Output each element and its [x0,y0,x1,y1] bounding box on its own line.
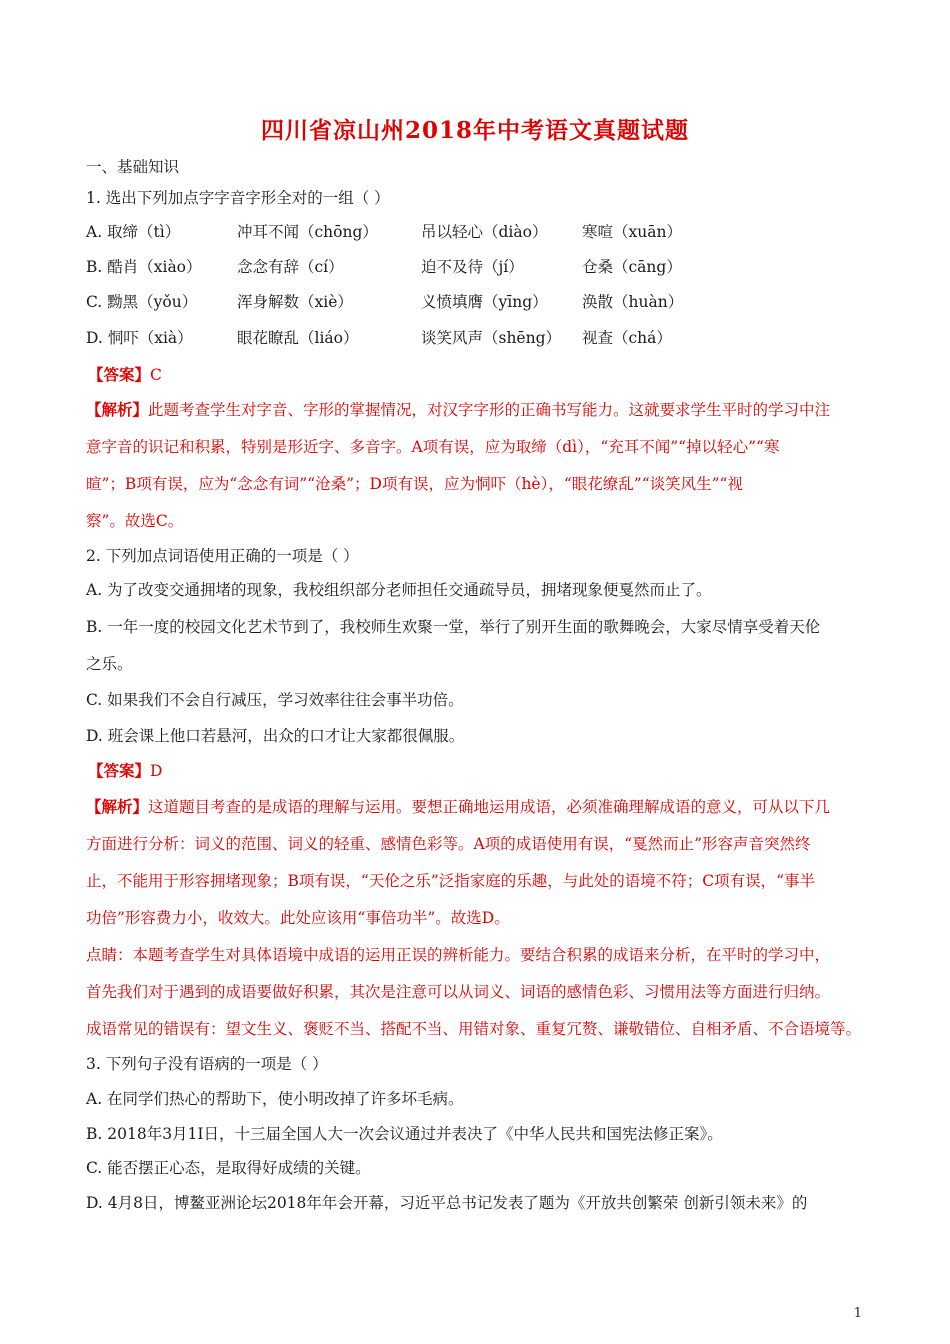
q1-option-d3: 谈笑风声（shēng） [421,329,562,347]
answer-label: 【答案】 [88,365,151,384]
q2-answer [88,761,162,781]
q2-analysis-line-3: 止，不能用于形容拥堵现象；B项有误，“天伦之乐”泛指家庭的乐趣，与此处的语境不符；C项有误，“事半 [86,872,816,890]
q2-tips-line-2: 首先我们对于遇到的成语要做好积累，其次是注意可以从词义、词语的感情色彩、习惯用法等方面进行归纳。 [86,983,831,1001]
q2-option-a: A. 为了改变交通拥堵的现象，我校组织部分老师担任交通疏导员，拥堵现象便戛然而止了。 [86,581,712,599]
q1-option-c2: 浑身解数（xiè） [237,293,353,311]
question-2-stem: 2. 下列加点词语使用正确的一项是（ ） [86,547,359,565]
q1-option-d4: 视查（chá） [582,329,672,347]
q1-option-a1: A. 取缔（tì） [86,223,181,241]
q2-analysis-line-4: 功倍”形容费力小，收效大。此处应该用“事倍功半”。故选D。 [86,909,510,927]
q2-analysis-line-1 [86,797,830,817]
q1-analysis-line-1 [86,400,830,420]
q3-option-c: C. 能否摆正心态，是取得好成绩的关键。 [86,1159,371,1177]
analysis-label: 【解析】 [86,400,149,419]
q1-option-a2: 冲耳不闻（chōng） [237,223,378,241]
q3-option-b: B. 2018年3月1I日，十三届全国人大一次会议通过并表决了《中华人民共和国宪法修正案》。 [86,1125,723,1143]
q1-option-d2: 眼花瞭乱（liáo） [237,329,359,347]
answer-label: 【答案】 [88,761,151,780]
q1-answer [88,365,162,385]
q3-option-d: D. 4月8日，博鳌亚洲论坛2018年年会开幕，习近平总书记发表了题为《开放共创繁荣 创新引领未来》的 [86,1194,808,1212]
q1-option-b1: B. 酷肖（xiào） [86,258,202,276]
question-1-stem: 1. 选出下列加点字字音字形全对的一组（ ） [86,189,390,207]
page-number: 1 [853,1306,862,1321]
q1-option-d1: D. 恫吓（xià） [86,329,193,347]
analysis-label: 【解析】 [86,797,149,816]
page-title: 四川省凉山州2018年中考语文真题试题 [260,117,689,144]
q1-analysis-line-4: 察”。故选C。 [86,512,184,530]
answer-value: D [150,762,163,780]
q1-option-c1: C. 黝黑（yǒu） [86,293,198,311]
q2-tips-line-1: 点睛：本题考查学生对具体语境中成语的运用正误的辨析能力。要结合积累的成语来分析，在平时的学习中， [86,946,831,964]
section-heading: 一、基础知识 [86,158,180,176]
q1-option-b3: 迫不及待（jí） [421,258,524,276]
q1-option-a3: 吊以轻心（diào） [421,223,548,241]
q1-option-c4: 涣散（huàn） [582,293,684,311]
q2-option-c: C. 如果我们不会自行减压，学习效率往往会事半功倍。 [86,691,464,709]
q1-option-b4: 仓桑（cāng） [582,258,682,276]
analysis-text: 此题考查学生对字音、字形的掌握情况，对汉字字形的正确书写能力。这就要求学生平时的学习中注 [148,401,831,419]
q2-option-b-cont: 之乐。 [86,655,133,673]
analysis-text: 这道题目考查的是成语的理解与运用。要想正确地运用成语，必须准确理解成语的意义，可从以下几 [148,798,831,816]
q1-option-c3: 义愤填膺（yīng） [421,293,548,311]
q1-analysis-line-3: 暄”；B项有误，应为“念念有词”“沧桑”；D项有误，应为恫吓（hè），“眼花缭乱”“谈笑风生”“视 [86,475,743,493]
q1-analysis-line-2: 意字音的识记和积累，特别是形近字、多音字。A项有误，应为取缔（dì），“充耳不闻”“掉以轻心”“寒 [86,438,780,456]
q1-option-a4: 寒喧（xuān） [582,223,682,241]
question-3-stem: 3. 下列句子没有语病的一项是（ ） [86,1055,328,1073]
answer-value: C [150,366,162,384]
q2-option-d: D. 班会课上他口若悬河，出众的口才让大家都很佩服。 [86,727,465,745]
q2-tips-line-3: 成语常见的错误有：望文生义、褒贬不当、搭配不当、用错对象、重复冗赘、谦敬错位、自相矛盾、不合语境等。 [86,1020,862,1038]
q3-option-a: A. 在同学们热心的帮助下，使小明改掉了许多坏毛病。 [86,1090,464,1108]
q1-option-b2: 念念有辞（cí） [237,258,344,276]
q2-option-b: B. 一年一度的校园文化艺术节到了，我校师生欢聚一堂，举行了别开生面的歌舞晚会，大家尽情享受着天伦 [86,618,821,636]
q2-analysis-line-2: 方面进行分析：词义的范围、词义的轻重、感情色彩等。A项的成语使用有误，“戛然而止”形容声音突然终 [86,835,811,853]
